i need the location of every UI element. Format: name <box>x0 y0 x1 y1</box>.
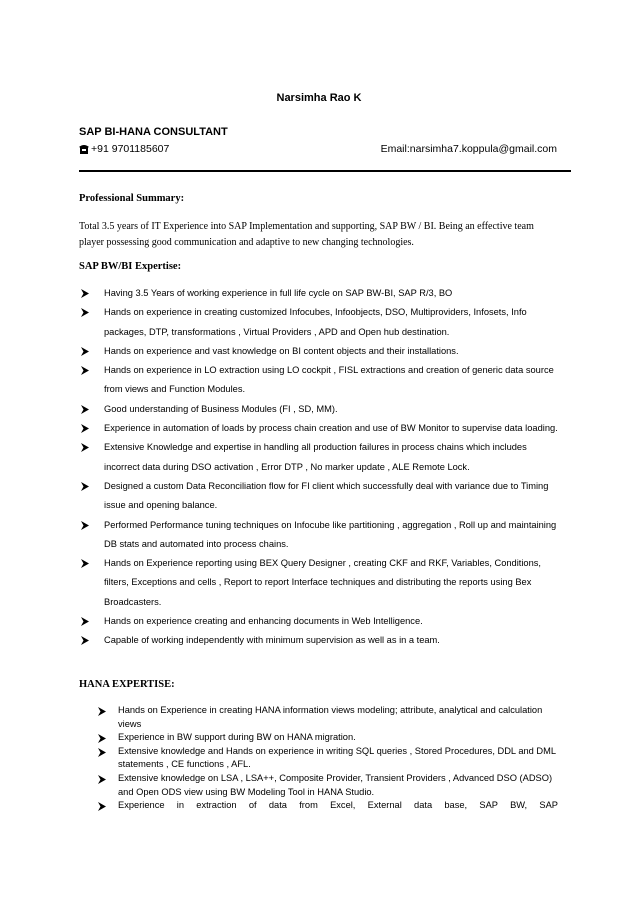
arrow-bullet-icon <box>98 748 106 757</box>
list-item <box>81 303 561 342</box>
arrow-bullet-icon <box>81 405 89 414</box>
list-item-text: Extensive knowledge on LSA , LSA++, Composite Provider, Transient Providers , Advanced DSO (ADSO) and Open ODS view using BW Modeling Tool in HANA Studio. <box>118 772 553 797</box>
list-item-text: Performed Performance tuning techniques on Infocube like partitioning , aggregation , Roll up and maintaining DB stats and automated into process chains. <box>104 519 557 549</box>
arrow-bullet-icon <box>81 521 89 530</box>
arrow-bullet-icon <box>81 308 89 317</box>
summary-heading: Professional Summary: <box>79 193 185 204</box>
list-item-text: Designed a custom Data Reconciliation flow for FI client which successfully deal with variance due to Timing issue and opening balance. <box>104 480 549 511</box>
list-item-text: Hands on experience in creating customized Infocubes, Infoobjects, DSO, Multiproviders, Infosets, Info packages, DTP, transformations , Virtual Providers , APD and Open hub destination. <box>104 307 527 337</box>
header-divider <box>79 170 571 172</box>
arrow-bullet-icon <box>98 775 106 784</box>
bw-heading: SAP BW/BI Expertise: <box>79 261 182 272</box>
list-item <box>98 799 558 813</box>
hana-expertise-list <box>98 704 558 813</box>
list-item <box>81 342 561 361</box>
list-item-text: Hands on experience and vast knowledge on BI content objects and their installations. <box>104 345 459 356</box>
list-item <box>81 612 561 631</box>
email-address: Email:narsimha7.koppula@gmail.com <box>380 143 557 155</box>
phone-icon <box>79 144 89 155</box>
arrow-bullet-icon <box>81 424 89 433</box>
list-item <box>81 419 561 438</box>
list-item <box>81 516 561 555</box>
list-item <box>98 745 558 772</box>
list-item <box>81 361 561 400</box>
arrow-bullet-icon <box>81 617 89 626</box>
arrow-bullet-icon <box>81 289 89 298</box>
arrow-bullet-icon <box>81 347 89 356</box>
hana-heading: HANA EXPERTISE: <box>79 679 175 690</box>
list-item-text: Experience in automation of loads by process chain creation and use of BW Monitor to supervise data loading. <box>104 423 558 434</box>
list-item-text: Having 3.5 Years of working experience in full life cycle on SAP BW-BI, SAP R/3, BO <box>104 288 453 298</box>
list-item-text: Hands on experience in LO extraction using LO cockpit , FISL extractions and creation of generic data source from views and Function Modules. <box>104 365 554 395</box>
arrow-bullet-icon <box>98 707 106 716</box>
list-item-text: Capable of working independently with minimum supervision as well as in a team. <box>104 635 440 646</box>
arrow-bullet-icon <box>98 734 106 743</box>
list-item-text: Hands on experience creating and enhancing documents in Web Intelligence. <box>104 616 423 627</box>
list-item-text: Extensive Knowledge and expertise in handling all production failures in process chains which includes incorrect data during DSO activation , Error DTP , No marker update , ALE Remote Lock. <box>104 442 527 472</box>
list-item-text: Extensive knowledge and Hands on experience in writing SQL queries , Stored Procedures, DDL and DML statements , CE functions , AFL. <box>118 745 556 770</box>
list-item-text: Experience in extraction of data from Excel, External data base, SAP BW, SAP <box>118 800 558 811</box>
bw-expertise-list <box>81 284 561 651</box>
list-item <box>81 284 561 303</box>
list-item <box>98 772 558 799</box>
list-item <box>81 477 561 516</box>
list-item <box>98 704 558 731</box>
list-item <box>81 631 561 650</box>
arrow-bullet-icon <box>81 366 89 375</box>
arrow-bullet-icon <box>98 802 106 811</box>
list-item <box>81 400 561 419</box>
list-item-text: Experience in BW support during BW on HANA migration. <box>118 732 356 743</box>
candidate-role: SAP BI-HANA CONSULTANT <box>79 126 228 138</box>
list-item <box>81 438 561 477</box>
summary-text: Total 3.5 years of IT Experience into SAP Implementation and supporting, SAP BW / BI. Being an effective team player possessing good communication and adaptive to new changing technologies. <box>79 221 534 248</box>
arrow-bullet-icon <box>81 482 89 491</box>
list-item <box>98 731 558 745</box>
list-item <box>81 554 561 612</box>
phone-line <box>79 143 169 155</box>
list-item-text: Good understanding of Business Modules (FI , SD, MM). <box>104 403 338 414</box>
arrow-bullet-icon <box>81 636 89 645</box>
list-item-text: Hands on Experience reporting using BEX Query Designer , creating CKF and RKF, Variables, Conditions, filters, Exceptions and cells , Report to report Interface techniques and distributing the reports using Bex Broadcasters. <box>104 558 542 607</box>
phone-number: +91 9701185607 <box>91 143 170 155</box>
arrow-bullet-icon <box>81 443 89 452</box>
list-item-text: Hands on Experience in creating HANA information views modeling; attribute, analytical and calculation views <box>118 705 543 729</box>
arrow-bullet-icon <box>81 559 89 568</box>
candidate-name: Narsimha Rao K <box>276 92 362 104</box>
